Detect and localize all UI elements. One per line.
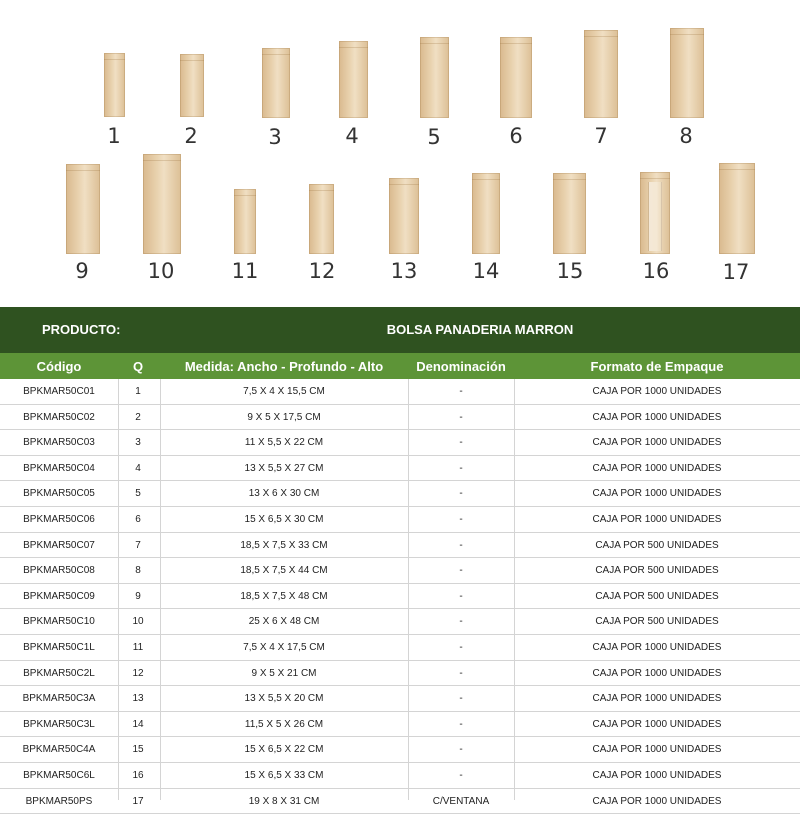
bag-image-10: [143, 154, 181, 254]
cell-denominacion: -: [408, 540, 514, 551]
table-row: [0, 789, 800, 814]
cell-q: 16: [118, 770, 158, 781]
cell-denominacion: -: [408, 437, 514, 448]
cell-formato: CAJA POR 1000 UNIDADES: [514, 719, 800, 730]
bag-image-15: [553, 173, 586, 254]
table-row: [0, 456, 800, 482]
cell-denominacion: -: [408, 463, 514, 474]
cell-q: 5: [118, 488, 158, 499]
cell-codigo: BPKMAR50C07: [0, 540, 118, 551]
table-row: [0, 584, 800, 610]
cell-medida: 13 X 6 X 30 CM: [160, 488, 408, 499]
product-title-row: [0, 307, 800, 353]
cell-medida: 7,5 X 4 X 17,5 CM: [160, 642, 408, 653]
cell-codigo: BPKMAR50C6L: [0, 770, 118, 781]
cell-denominacion: -: [408, 668, 514, 679]
cell-codigo: BPKMAR50C3L: [0, 719, 118, 730]
table-row: [0, 609, 800, 635]
bag-image-16: [640, 172, 670, 254]
table-row: [0, 661, 800, 687]
table-row: [0, 507, 800, 533]
cell-medida: 15 X 6,5 X 22 CM: [160, 744, 408, 755]
cell-formato: CAJA POR 1000 UNIDADES: [514, 463, 800, 474]
cell-q: 14: [118, 719, 158, 730]
cell-medida: 18,5 X 7,5 X 33 CM: [160, 540, 408, 551]
bag-image-1: [104, 53, 125, 117]
cell-denominacion: -: [408, 412, 514, 423]
cell-formato: CAJA POR 1000 UNIDADES: [514, 488, 800, 499]
table-row: [0, 737, 800, 763]
bag-image-13: [389, 178, 419, 254]
cell-denominacion: -: [408, 591, 514, 602]
cell-denominacion: C/VENTANA: [408, 796, 514, 807]
cell-formato: CAJA POR 500 UNIDADES: [514, 591, 800, 602]
cell-formato: CAJA POR 500 UNIDADES: [514, 616, 800, 627]
cell-medida: 25 X 6 X 48 CM: [160, 616, 408, 627]
cell-codigo: BPKMAR50C3A: [0, 693, 118, 704]
cell-q: 17: [118, 796, 158, 807]
cell-formato: CAJA POR 1000 UNIDADES: [514, 642, 800, 653]
table-row: [0, 379, 800, 405]
cell-medida: 15 X 6,5 X 33 CM: [160, 770, 408, 781]
cell-denominacion: -: [408, 616, 514, 627]
cell-formato: CAJA POR 500 UNIDADES: [514, 540, 800, 551]
cell-q: 3: [118, 437, 158, 448]
table-header: [0, 353, 800, 379]
cell-medida: 13 X 5,5 X 27 CM: [160, 463, 408, 474]
cell-q: 15: [118, 744, 158, 755]
table-row: [0, 712, 800, 738]
cell-q: 12: [118, 668, 158, 679]
bag-number: 11: [225, 259, 265, 283]
bag-number: 16: [636, 259, 676, 283]
cell-codigo: BPKMAR50PS: [0, 796, 118, 807]
bag-number: 10: [141, 259, 181, 283]
bag-image-4: [339, 41, 368, 118]
cell-q: 8: [118, 565, 158, 576]
bag-image-3: [262, 48, 290, 118]
bag-number: 14: [466, 259, 506, 283]
cell-codigo: BPKMAR50C1L: [0, 642, 118, 653]
cell-medida: 15 X 6,5 X 30 CM: [160, 514, 408, 525]
table-row: [0, 635, 800, 661]
cell-medida: 11,5 X 5 X 26 CM: [160, 719, 408, 730]
cell-denominacion: -: [408, 719, 514, 730]
cell-q: 2: [118, 412, 158, 423]
cell-medida: 9 X 5 X 17,5 CM: [160, 412, 408, 423]
cell-denominacion: -: [408, 770, 514, 781]
bag-number: 17: [716, 260, 756, 284]
cell-formato: CAJA POR 1000 UNIDADES: [514, 770, 800, 781]
bag-image-17: [719, 163, 755, 254]
cell-codigo: BPKMAR50C10: [0, 616, 118, 627]
cell-formato: CAJA POR 1000 UNIDADES: [514, 796, 800, 807]
cell-medida: 19 X 8 X 31 CM: [160, 796, 408, 807]
header-medida: Medida: Ancho - Profundo - Alto: [160, 359, 408, 374]
header-codigo: Código: [0, 359, 118, 374]
table-row: [0, 430, 800, 456]
bag-number: 4: [332, 124, 372, 148]
cell-q: 11: [118, 642, 158, 653]
bag-number: 8: [666, 124, 706, 148]
bag-number: 5: [414, 125, 454, 149]
table-row: [0, 533, 800, 559]
cell-medida: 7,5 X 4 X 15,5 CM: [160, 386, 408, 397]
cell-denominacion: -: [408, 386, 514, 397]
product-label: PRODUCTO:: [42, 322, 120, 337]
bag-image-7: [584, 30, 618, 118]
cell-formato: CAJA POR 500 UNIDADES: [514, 565, 800, 576]
bag-number: 2: [171, 124, 211, 148]
cell-formato: CAJA POR 1000 UNIDADES: [514, 693, 800, 704]
bag-image-9: [66, 164, 100, 254]
cell-codigo: BPKMAR50C09: [0, 591, 118, 602]
product-name: BOLSA PANADERIA MARRON: [300, 322, 660, 337]
cell-medida: 9 X 5 X 21 CM: [160, 668, 408, 679]
cell-q: 10: [118, 616, 158, 627]
cell-medida: 11 X 5,5 X 22 CM: [160, 437, 408, 448]
bag-number: 3: [255, 125, 295, 149]
cell-denominacion: -: [408, 693, 514, 704]
cell-medida: 18,5 X 7,5 X 44 CM: [160, 565, 408, 576]
cell-q: 1: [118, 386, 158, 397]
table-row: [0, 558, 800, 584]
cell-codigo: BPKMAR50C2L: [0, 668, 118, 679]
header-q: Q: [118, 359, 158, 374]
bag-number: 15: [550, 259, 590, 283]
cell-denominacion: -: [408, 488, 514, 499]
cell-denominacion: -: [408, 514, 514, 525]
cell-medida: 13 X 5,5 X 20 CM: [160, 693, 408, 704]
cell-q: 13: [118, 693, 158, 704]
cell-codigo: BPKMAR50C03: [0, 437, 118, 448]
cell-codigo: BPKMAR50C02: [0, 412, 118, 423]
bag-number: 1: [94, 124, 134, 148]
cell-denominacion: -: [408, 565, 514, 576]
bag-image-8: [670, 28, 704, 118]
bag-number: 13: [384, 259, 424, 283]
cell-formato: CAJA POR 1000 UNIDADES: [514, 386, 800, 397]
cell-q: 9: [118, 591, 158, 602]
table-row: [0, 763, 800, 789]
cell-denominacion: -: [408, 744, 514, 755]
cell-medida: 18,5 X 7,5 X 48 CM: [160, 591, 408, 602]
cell-q: 6: [118, 514, 158, 525]
cell-formato: CAJA POR 1000 UNIDADES: [514, 668, 800, 679]
cell-formato: CAJA POR 1000 UNIDADES: [514, 514, 800, 525]
cell-codigo: BPKMAR50C05: [0, 488, 118, 499]
cell-formato: CAJA POR 1000 UNIDADES: [514, 437, 800, 448]
table-body: [0, 379, 800, 814]
bag-image-6: [500, 37, 532, 118]
cell-codigo: BPKMAR50C01: [0, 386, 118, 397]
bag-number: 12: [302, 259, 342, 283]
table-row: [0, 405, 800, 431]
bag-number: 6: [496, 124, 536, 148]
header-denominacion: Denominación: [408, 359, 514, 374]
cell-codigo: BPKMAR50C04: [0, 463, 118, 474]
cell-q: 4: [118, 463, 158, 474]
bag-image-14: [472, 173, 500, 254]
table-row: [0, 686, 800, 712]
cell-codigo: BPKMAR50C08: [0, 565, 118, 576]
bag-number: 7: [581, 124, 621, 148]
bag-image-11: [234, 189, 256, 254]
cell-formato: CAJA POR 1000 UNIDADES: [514, 744, 800, 755]
bag-number: 9: [62, 259, 102, 283]
bag-image-5: [420, 37, 449, 118]
header-formato: Formato de Empaque: [514, 359, 800, 374]
cell-q: 7: [118, 540, 158, 551]
cell-codigo: BPKMAR50C4A: [0, 744, 118, 755]
bag-image-2: [180, 54, 204, 117]
cell-formato: CAJA POR 1000 UNIDADES: [514, 412, 800, 423]
cell-codigo: BPKMAR50C06: [0, 514, 118, 525]
cell-denominacion: -: [408, 642, 514, 653]
bag-image-12: [309, 184, 334, 254]
bag-gallery: [0, 0, 800, 300]
table-row: [0, 481, 800, 507]
